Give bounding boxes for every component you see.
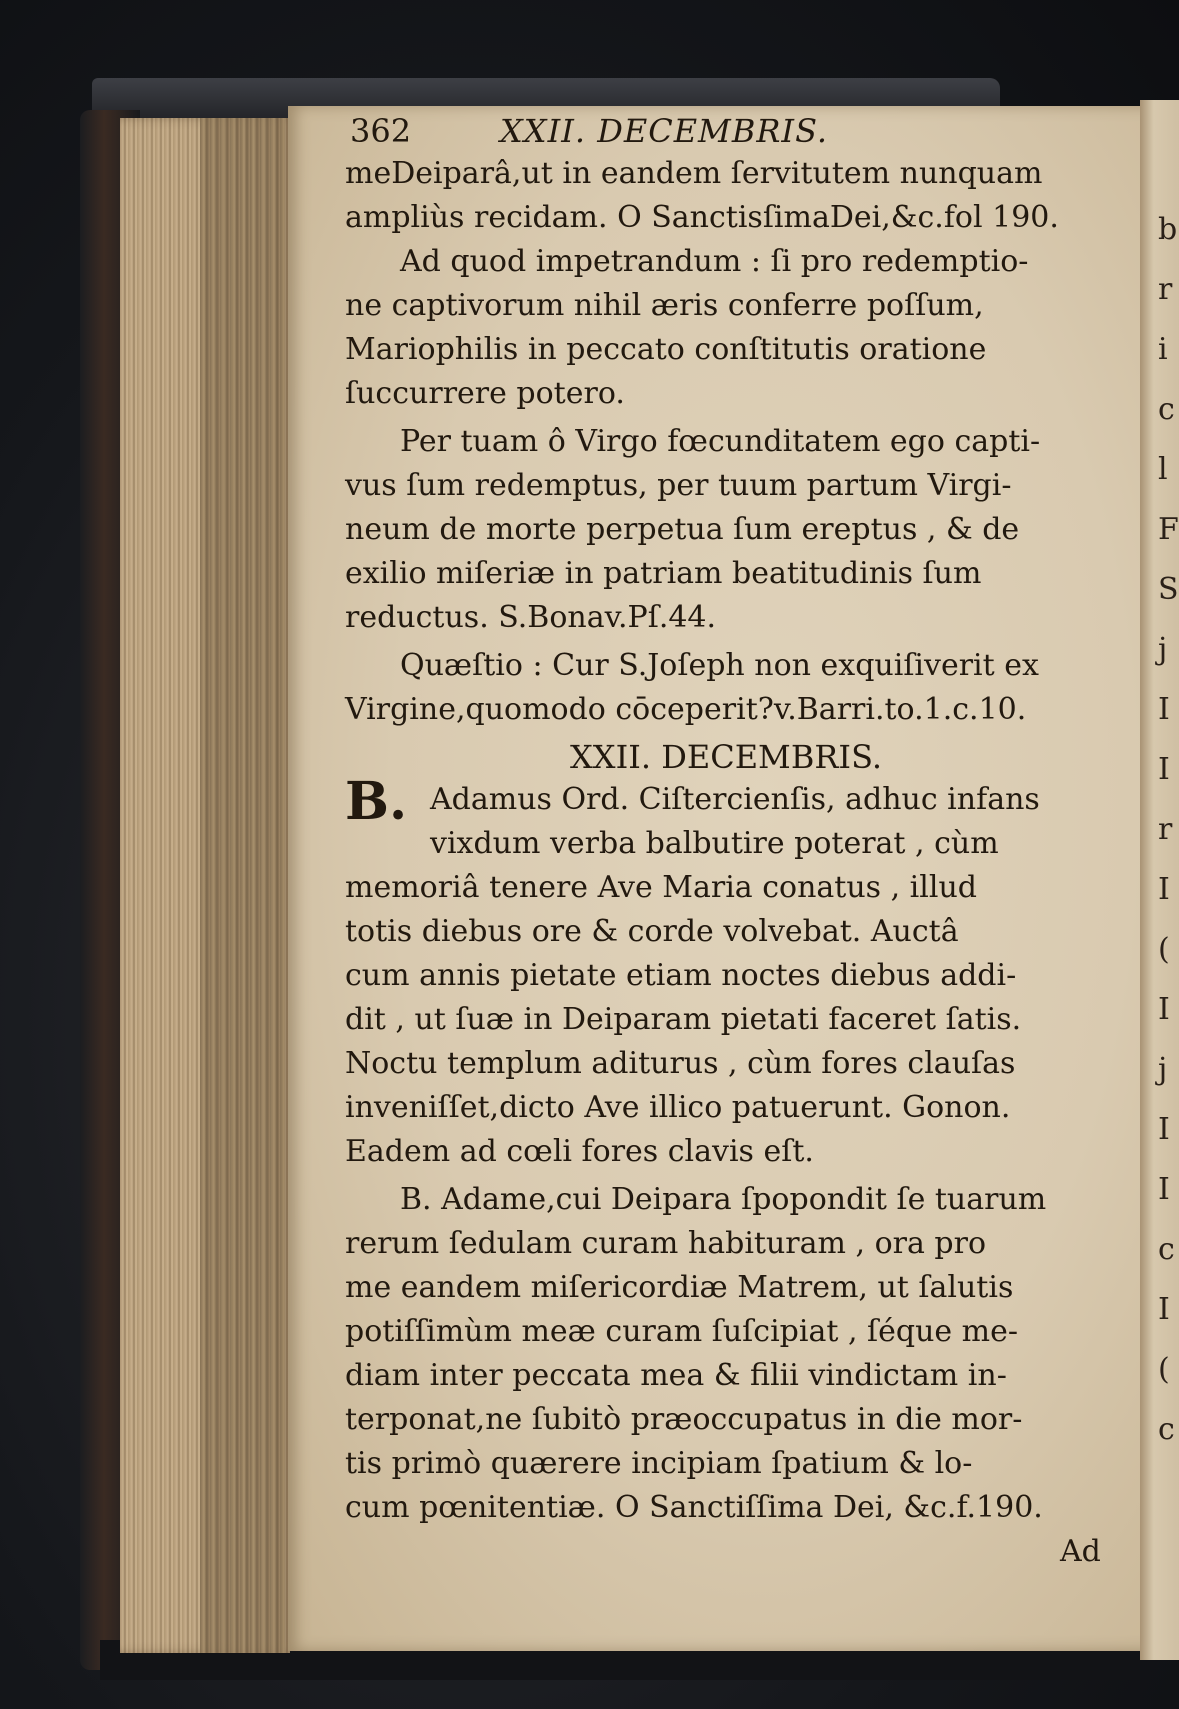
text-line: Mariophilis in peccato conſtitutis oratione bbox=[345, 332, 987, 367]
text-line: meDeiparâ,ut in eandem ſervitutem nunquam bbox=[345, 156, 1043, 191]
text-line: ſuccurrere potero. bbox=[345, 376, 625, 411]
text-line: reductus. S.Bonav.Pſ.44. bbox=[345, 600, 717, 635]
text-line: ne captivorum nihil æris conferre poſſum, bbox=[345, 288, 984, 323]
text-line: tis primò quærere incipiam ſpatium & lo- bbox=[345, 1446, 973, 1481]
facing-page-letter: i bbox=[1158, 332, 1168, 367]
text-line: terponat,ne ſubitò præoccupatus in die mor- bbox=[345, 1402, 1023, 1437]
facing-page-letter: I bbox=[1158, 752, 1170, 787]
facing-page-letter: c bbox=[1158, 392, 1175, 427]
catchword: Ad bbox=[1060, 1534, 1101, 1569]
facing-page-letter: I bbox=[1158, 1172, 1170, 1207]
text-line: me eandem miſericordiæ Matrem, ut ſalutis bbox=[345, 1270, 1014, 1305]
facing-page-letter: r bbox=[1158, 272, 1173, 307]
text-line: totis diebus ore & corde volvebat. Auctâ bbox=[345, 914, 959, 949]
text-line: cum annis pietate etiam noctes diebus addi- bbox=[345, 958, 1017, 993]
facing-page-letter: ( bbox=[1158, 932, 1170, 967]
text-line: Adamus Ord. Ciſtercienſis, adhuc infans bbox=[430, 782, 1040, 817]
facing-page-letter: I bbox=[1158, 992, 1170, 1027]
running-head: XXII. DECEMBRIS. bbox=[500, 112, 829, 150]
text-line: exilio miſeriæ in patriam beatitudinis ſum bbox=[345, 556, 982, 591]
text-line: diam inter peccata mea & filii vindictam in- bbox=[345, 1358, 1007, 1393]
facing-page-letters bbox=[1158, 200, 1179, 1460]
facing-page-letter: S bbox=[1158, 572, 1179, 607]
facing-page-letter: b bbox=[1158, 212, 1178, 247]
facing-page-letter: j bbox=[1158, 1052, 1168, 1087]
facing-page-letter: F bbox=[1158, 512, 1179, 547]
facing-page-letter: c bbox=[1158, 1232, 1175, 1267]
text-line: Quæſtio : Cur S.Joſeph non exquiſiverit ex bbox=[400, 648, 1039, 683]
text-line: memoriâ tenere Ave Maria conatus , illud bbox=[345, 870, 977, 905]
text-line: Per tuam ô Virgo fœcunditatem ego capti- bbox=[400, 424, 1041, 459]
text-line: Virgine,quomodo cōceperit?v.Barri.to.1.c.10. bbox=[345, 692, 1027, 727]
text-line: inveniſſet,dicto Ave illico patuerunt. Gonon. bbox=[345, 1090, 1011, 1125]
facing-page-letter: I bbox=[1158, 872, 1170, 907]
facing-page-letter: I bbox=[1158, 1292, 1170, 1327]
facing-page-letter: l bbox=[1158, 452, 1168, 487]
drop-cap: B. bbox=[345, 771, 408, 832]
facing-page-letter: r bbox=[1158, 812, 1173, 847]
facing-page-letter: c bbox=[1158, 1412, 1175, 1447]
facing-page-letter: I bbox=[1158, 692, 1170, 727]
facing-page-letter: I bbox=[1158, 1112, 1170, 1147]
text-line: Eadem ad cœli fores clavis eſt. bbox=[345, 1134, 814, 1169]
page-number: 362 bbox=[350, 112, 412, 150]
text-line: ampliùs recidam. O SanctisſimaDei,&c.fol 190. bbox=[345, 200, 1059, 235]
text-line: B. Adame,cui Deipara ſpopondit ſe tuarum bbox=[400, 1182, 1047, 1217]
section-heading: XXII. DECEMBRIS. bbox=[570, 738, 883, 776]
text-line: dit , ut ſuæ in Deiparam pietati faceret ſatis. bbox=[345, 1002, 1022, 1037]
text-line: rerum ſedulam curam habituram , ora pro bbox=[345, 1226, 987, 1261]
text-line: Noctu templum aditurus , cùm fores clauſas bbox=[345, 1046, 1016, 1081]
text-line: cum pœnitentiæ. O Sanctiſſima Dei, &c.f.190. bbox=[345, 1490, 1043, 1525]
text-line: vus ſum redemptus, per tuum partum Virgi- bbox=[345, 468, 1012, 503]
facing-page-letter: j bbox=[1158, 632, 1168, 667]
text-line: potiſſimùm meæ curam ſuſcipiat , ſéque me- bbox=[345, 1314, 1019, 1349]
text-line: Ad quod impetrandum : ſi pro redemptio- bbox=[400, 244, 1029, 279]
facing-page-letter: ( bbox=[1158, 1352, 1170, 1387]
text-line: vixdum verba balbutire poterat , cùm bbox=[430, 826, 999, 861]
page-edges-shadow bbox=[200, 118, 285, 1653]
text-line: neum de morte perpetua ſum ereptus , & de bbox=[345, 512, 1020, 547]
